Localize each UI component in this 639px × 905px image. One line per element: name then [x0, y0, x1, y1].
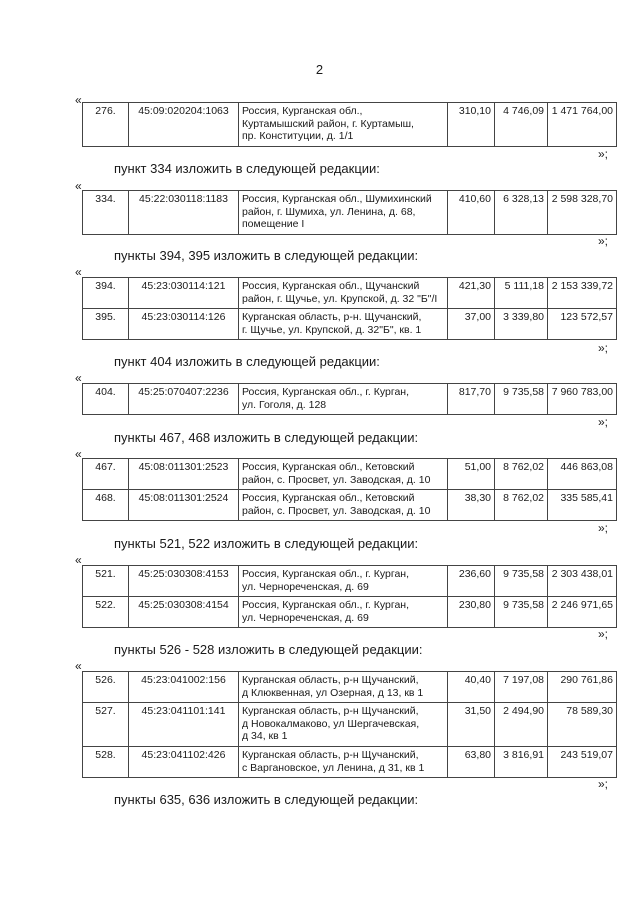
row-number-cell: 468. — [83, 490, 129, 521]
property-table — [82, 458, 617, 521]
address-cell — [239, 566, 448, 597]
table-row — [83, 278, 617, 309]
address-cell — [239, 309, 448, 340]
address-cell — [239, 597, 448, 628]
address-cell — [239, 490, 448, 521]
address-cell — [239, 191, 448, 235]
address-line: ул. Чернореченская, д. 69 — [242, 611, 369, 624]
row-number-cell: 521. — [83, 566, 129, 597]
address-cell — [239, 384, 448, 415]
table-row — [83, 309, 617, 340]
row-number-cell: 528. — [83, 747, 129, 778]
address-cell — [239, 459, 448, 490]
cadastral-number-cell: 45:25:030308:4154 — [129, 597, 239, 628]
address-line: район, г. Щучье, ул. Крупской, д. 32 "Б"/I — [242, 292, 438, 305]
property-table — [82, 190, 617, 235]
cadastral-number-cell: 45:09:020204:1063 — [129, 103, 239, 147]
cadastral-number-cell: 45:23:041102:426 — [129, 747, 239, 778]
address-line: Россия, Курганская обл., Щучанский — [242, 280, 420, 292]
total-value-cell: 243 519,07 — [548, 747, 617, 778]
address-line: Курганская область, р-н Щучанский, — [242, 674, 419, 686]
unit-price-cell: 9 735,58 — [495, 384, 548, 415]
property-table — [82, 565, 617, 628]
quote-close: »; — [598, 234, 609, 248]
address-cell — [239, 103, 448, 147]
address-line: Куртамышский район, г. Куртамыш, — [242, 117, 414, 130]
table-row — [83, 103, 617, 147]
address-line: ул. Чернореченская, д. 69 — [242, 580, 369, 593]
address-cell — [239, 747, 448, 778]
area-cell: 421,30 — [448, 278, 495, 309]
area-cell: 817,70 — [448, 384, 495, 415]
quote-close: »; — [598, 147, 609, 161]
quote-open: « — [75, 93, 82, 107]
quote-close: »; — [598, 341, 609, 355]
area-cell: 31,50 — [448, 703, 495, 747]
unit-price-cell: 3 816,91 — [495, 747, 548, 778]
address-line: район, с. Просвет, ул. Заводская, д. 10 — [242, 504, 431, 517]
address-cell — [239, 278, 448, 309]
instruction-text: пункты 467, 468 изложить в следующей редакции: — [114, 430, 419, 445]
area-cell: 38,30 — [448, 490, 495, 521]
total-value-cell: 290 761,86 — [548, 672, 617, 703]
area-cell: 410,60 — [448, 191, 495, 235]
unit-price-cell: 9 735,58 — [495, 566, 548, 597]
table-row — [83, 459, 617, 490]
address-line: с Варгановское, ул Ленина, д 31, кв 1 — [242, 761, 425, 774]
total-value-cell: 2 598 328,70 — [548, 191, 617, 235]
property-table — [82, 383, 617, 415]
cadastral-number-cell: 45:23:030114:121 — [129, 278, 239, 309]
address-line: Россия, Курганская обл., г. Курган, — [242, 386, 409, 398]
address-line: Курганская область, р-н Щучанский, — [242, 705, 419, 717]
unit-price-cell: 8 762,02 — [495, 459, 548, 490]
total-value-cell: 78 589,30 — [548, 703, 617, 747]
table-row — [83, 703, 617, 747]
address-line: Россия, Курганская обл., Кетовский — [242, 492, 415, 504]
quote-close: »; — [598, 415, 609, 429]
unit-price-cell: 4 746,09 — [495, 103, 548, 147]
address-line: Россия, Курганская обл., г. Курган, — [242, 568, 409, 580]
row-number-cell: 526. — [83, 672, 129, 703]
quote-open: « — [75, 659, 82, 673]
unit-price-cell: 3 339,80 — [495, 309, 548, 340]
total-value-cell: 335 585,41 — [548, 490, 617, 521]
area-cell: 230,80 — [448, 597, 495, 628]
address-line: Россия, Курганская обл., — [242, 105, 363, 117]
address-line: г. Щучье, ул. Крупской, д. 32"Б", кв. 1 — [242, 323, 422, 336]
unit-price-cell: 8 762,02 — [495, 490, 548, 521]
address-line: пр. Конституции, д. 1/1 — [242, 130, 354, 142]
area-cell: 236,60 — [448, 566, 495, 597]
address-line: район, с. Просвет, ул. Заводская, д. 10 — [242, 473, 431, 486]
address-line: Курганская область, р-н Щучанский, — [242, 749, 419, 761]
cadastral-number-cell: 45:08:011301:2524 — [129, 490, 239, 521]
address-cell — [239, 703, 448, 747]
table-row — [83, 191, 617, 235]
unit-price-cell: 6 328,13 — [495, 191, 548, 235]
area-cell: 310,10 — [448, 103, 495, 147]
area-cell: 63,80 — [448, 747, 495, 778]
address-line: д 34, кв 1 — [242, 730, 288, 742]
instruction-text: пункт 404 изложить в следующей редакции: — [114, 354, 380, 369]
quote-open: « — [75, 371, 82, 385]
unit-price-cell: 2 494,90 — [495, 703, 548, 747]
total-value-cell: 2 246 971,65 — [548, 597, 617, 628]
quote-open: « — [75, 553, 82, 567]
address-line: Курганская область, р-н. Щучанский, — [242, 311, 422, 323]
total-value-cell: 446 863,08 — [548, 459, 617, 490]
cadastral-number-cell: 45:23:041002:156 — [129, 672, 239, 703]
cadastral-number-cell: 45:23:041101:141 — [129, 703, 239, 747]
cadastral-number-cell: 45:25:030308:4153 — [129, 566, 239, 597]
address-line: Россия, Курганская обл., г. Курган, — [242, 599, 409, 611]
unit-price-cell: 5 111,18 — [495, 278, 548, 309]
total-value-cell: 7 960 783,00 — [548, 384, 617, 415]
row-number-cell: 522. — [83, 597, 129, 628]
quote-close: »; — [598, 777, 609, 791]
area-cell: 40,40 — [448, 672, 495, 703]
total-value-cell: 1 471 764,00 — [548, 103, 617, 147]
row-number-cell: 394. — [83, 278, 129, 309]
cadastral-number-cell: 45:22:030118:1183 — [129, 191, 239, 235]
row-number-cell: 276. — [83, 103, 129, 147]
cadastral-number-cell: 45:23:030114:126 — [129, 309, 239, 340]
table-row — [83, 747, 617, 778]
address-line: Россия, Курганская обл., Шумихинский — [242, 193, 432, 205]
cadastral-number-cell: 45:08:011301:2523 — [129, 459, 239, 490]
address-cell — [239, 672, 448, 703]
row-number-cell: 395. — [83, 309, 129, 340]
address-line: д Клюквенная, ул Озерная, д 13, кв 1 — [242, 686, 424, 699]
quote-open: « — [75, 179, 82, 193]
total-value-cell: 2 303 438,01 — [548, 566, 617, 597]
area-cell: 51,00 — [448, 459, 495, 490]
instruction-text: пункты 526 - 528 изложить в следующей редакции: — [114, 642, 423, 657]
instruction-text: пункт 334 изложить в следующей редакции: — [114, 161, 380, 176]
property-table — [82, 102, 617, 147]
instruction-text: пункты 394, 395 изложить в следующей редакции: — [114, 248, 419, 263]
address-line: ул. Гоголя, д. 128 — [242, 398, 327, 411]
row-number-cell: 467. — [83, 459, 129, 490]
property-table — [82, 671, 617, 778]
instruction-text: пункты 521, 522 изложить в следующей редакции: — [114, 536, 419, 551]
row-number-cell: 404. — [83, 384, 129, 415]
area-cell: 37,00 — [448, 309, 495, 340]
quote-close: »; — [598, 627, 609, 641]
address-line: Россия, Курганская обл., Кетовский — [242, 461, 415, 473]
table-row — [83, 597, 617, 628]
address-line: помещение I — [242, 218, 305, 230]
address-line: район, г. Шумиха, ул. Ленина, д. 68, — [242, 205, 416, 218]
table-row — [83, 672, 617, 703]
quote-close: »; — [598, 521, 609, 535]
address-line: д Новокалмаково, ул Шергачевская, — [242, 717, 420, 730]
unit-price-cell: 7 197,08 — [495, 672, 548, 703]
table-row — [83, 566, 617, 597]
cadastral-number-cell: 45:25:070407:2236 — [129, 384, 239, 415]
total-value-cell: 123 572,57 — [548, 309, 617, 340]
quote-open: « — [75, 447, 82, 461]
table-row — [83, 384, 617, 415]
unit-price-cell: 9 735,58 — [495, 597, 548, 628]
final-instruction: пункты 635, 636 изложить в следующей редакции: — [114, 792, 419, 807]
row-number-cell: 334. — [83, 191, 129, 235]
property-table — [82, 277, 617, 340]
page-number: 2 — [315, 62, 324, 77]
total-value-cell: 2 153 339,72 — [548, 278, 617, 309]
row-number-cell: 527. — [83, 703, 129, 747]
quote-open: « — [75, 265, 82, 279]
table-row — [83, 490, 617, 521]
